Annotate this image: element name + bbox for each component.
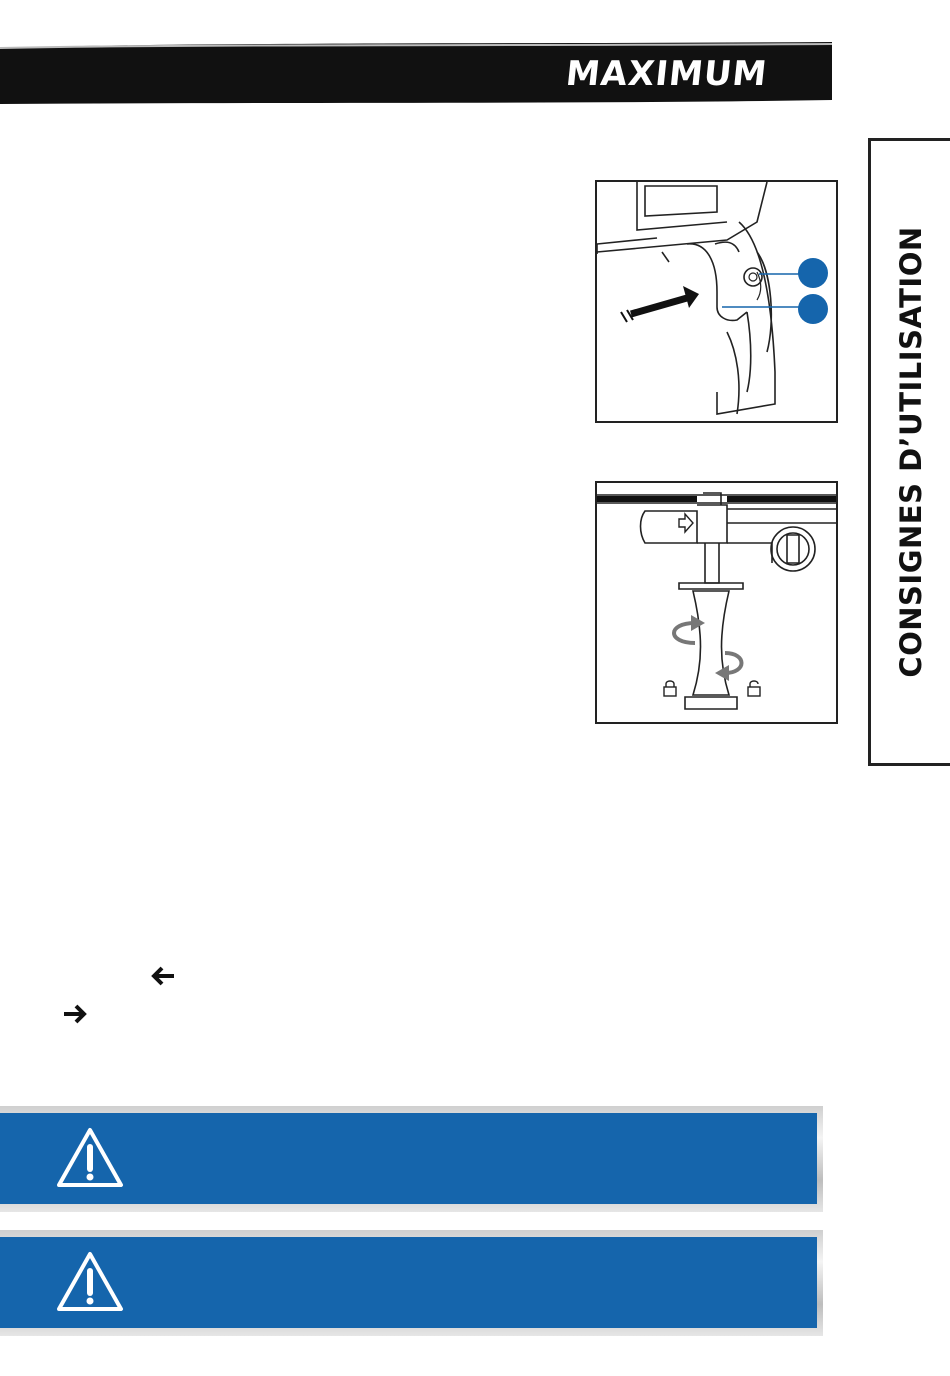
callout-marker <box>798 258 828 288</box>
section-side-tab <box>868 138 950 766</box>
side-handle-figure <box>595 481 838 724</box>
brand-logo: MAXIMUM <box>563 54 770 94</box>
arrow-right-icon <box>62 1003 88 1030</box>
locked-icon <box>663 679 677 697</box>
warning-triangle-icon <box>56 1251 124 1313</box>
warning-panel <box>0 1237 817 1328</box>
trigger-figure <box>595 180 838 423</box>
press-arrow <box>621 286 699 322</box>
side-handle-illustration <box>597 483 836 722</box>
warning-panel <box>0 1113 817 1204</box>
callout-marker <box>798 294 828 324</box>
warning-box <box>0 1106 823 1212</box>
warning-triangle-icon <box>56 1127 124 1189</box>
unlocked-icon <box>747 679 761 697</box>
warning-box <box>0 1230 823 1336</box>
section-side-tab-label: CONSIGNES D’UTILISATION <box>893 226 928 678</box>
arrow-left-icon <box>150 965 176 992</box>
